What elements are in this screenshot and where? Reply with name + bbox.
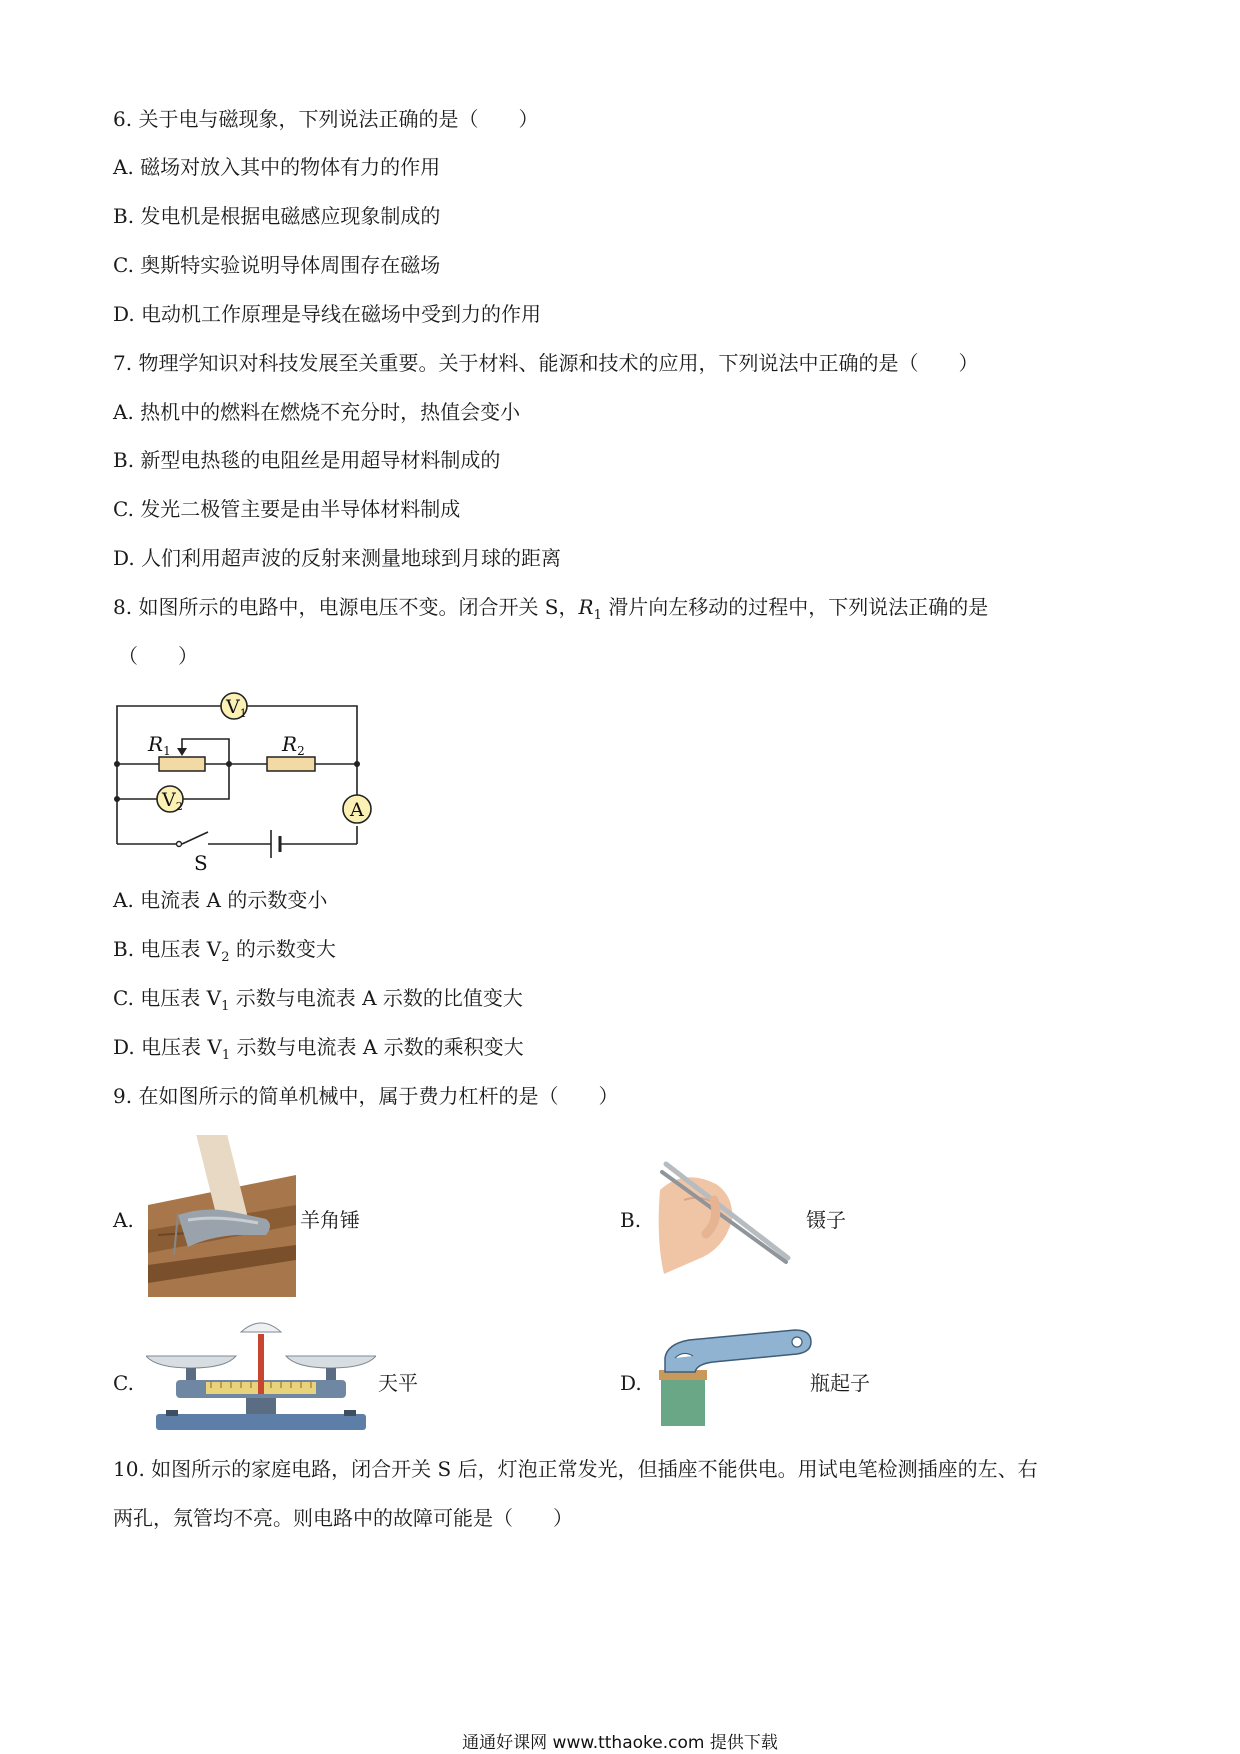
bottle-opener-icon bbox=[655, 1328, 815, 1426]
question-8-option-d: D. 电压表 $V_1$ 示数与电流表 A 示数的乘积变大 bbox=[113, 1035, 524, 1063]
question-9-option-c-letter: C. bbox=[113, 1371, 134, 1395]
question-7-option-c: C. 发光二极管主要是由半导体材料制成 bbox=[113, 497, 461, 521]
resistor-r2 bbox=[267, 757, 315, 771]
question-8-option-b: B. 电压表 $V_2$ 的示数变大 bbox=[113, 937, 336, 965]
question-10-line-1: 10. 如图所示的家庭电路，闭合开关 S 后，灯泡正常发光，但插座不能供电。用试电笔检测插座的左、右 bbox=[113, 1457, 1038, 1481]
balance-scale-icon bbox=[146, 1318, 376, 1436]
question-9-option-b-caption: 镊子 bbox=[806, 1208, 846, 1232]
question-8-option-a: A. 电流表 A 的示数变小 bbox=[113, 888, 328, 912]
question-7-option-b: B. 新型电热毯的电阻丝是用超导材料制成的 bbox=[113, 448, 501, 472]
question-6-option-b: B. 发电机是根据电磁感应现象制成的 bbox=[113, 204, 441, 228]
question-8-option-c: C. 电压表 $V_1$ 示数与电流表 A 示数的比值变大 bbox=[113, 986, 523, 1014]
question-9-option-c-caption: 天平 bbox=[378, 1371, 418, 1395]
question-8-answer-paren: （ ） bbox=[118, 644, 198, 668]
r1-label: $R_1$ bbox=[148, 732, 171, 758]
tweezers-icon bbox=[654, 1150, 804, 1280]
switch-label: S bbox=[194, 851, 208, 875]
v2-label: $V_2$ bbox=[162, 789, 183, 813]
question-6-option-c: C. 奥斯特实验说明导体周围存在磁场 bbox=[113, 253, 441, 277]
claw-hammer-icon bbox=[148, 1135, 296, 1297]
question-8-stem: 8. 如图所示的电路中，电源电压不变。闭合开关 S，$R_1$ 滑片向左移动的过程中，下列说法正确的是 bbox=[113, 595, 989, 623]
question-6-option-a: A. 磁场对放入其中的物体有力的作用 bbox=[113, 155, 441, 179]
question-9-option-d-letter: D. bbox=[620, 1371, 642, 1395]
question-9-stem: 9. 在如图所示的简单机械中，属于费力杠杆的是（ ） bbox=[113, 1084, 619, 1108]
question-7-option-a: A. 热机中的燃料在燃烧不充分时，热值会变小 bbox=[113, 400, 521, 424]
page-footer: 通通好课网 www.tthaoke.com 提供下载 bbox=[462, 1733, 778, 1753]
ammeter-label: A bbox=[350, 799, 364, 821]
question-7-stem: 7. 物理学知识对科技发展至关重要。关于材料、能源和技术的应用，下列说法中正确的是（ ） bbox=[113, 351, 979, 375]
question-9-option-a-caption: 羊角锤 bbox=[300, 1208, 360, 1232]
question-10-line-2: 两孔，氖管均不亮。则电路中的故障可能是（ ） bbox=[113, 1506, 573, 1530]
question-6-stem: 6. 关于电与磁现象，下列说法正确的是（ ） bbox=[113, 107, 539, 131]
r2-label: $R_2$ bbox=[282, 732, 305, 758]
question-9-option-d-caption: 瓶起子 bbox=[810, 1371, 870, 1395]
question-9-option-a-letter: A. bbox=[113, 1208, 134, 1232]
circuit-diagram bbox=[112, 690, 374, 878]
resistor-r1 bbox=[159, 757, 205, 771]
v1-label: $V_1$ bbox=[226, 696, 247, 720]
question-9-option-b-letter: B. bbox=[620, 1208, 642, 1232]
question-7-option-d: D. 人们利用超声波的反射来测量地球到月球的距离 bbox=[113, 546, 562, 570]
slider-arrow-icon bbox=[177, 748, 187, 756]
question-6-option-d: D. 电动机工作原理是导线在磁场中受到力的作用 bbox=[113, 302, 542, 326]
